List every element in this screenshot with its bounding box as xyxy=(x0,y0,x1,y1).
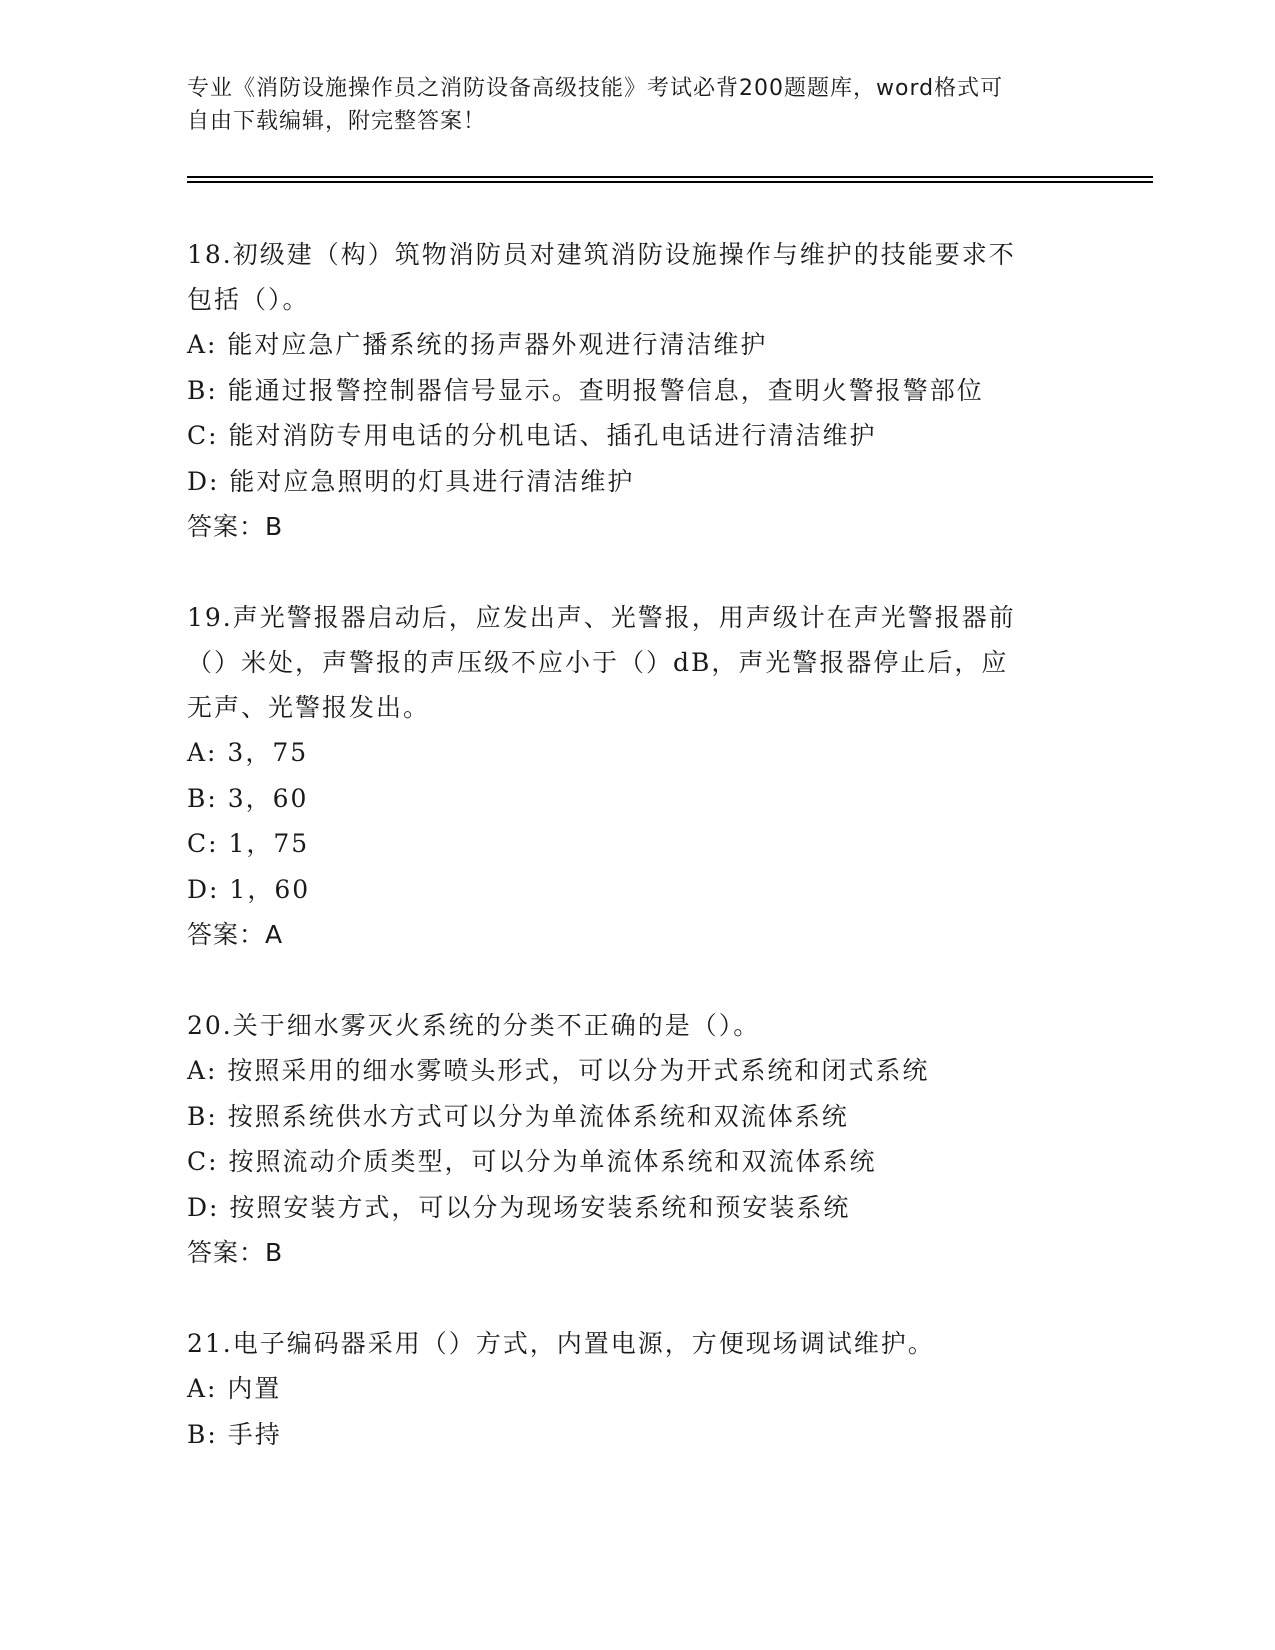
question-21 xyxy=(187,1321,1087,1457)
question-stem-line: 包括（）。 xyxy=(187,285,310,314)
answer-line: 答案：B xyxy=(187,512,284,541)
header-divider-top xyxy=(187,176,1153,178)
option-d: D: 能对应急照明的灯具进行清洁维护 xyxy=(187,466,635,496)
option-b: B: 能通过报警控制器信号显示。查明报警信息，查明火警报警部位 xyxy=(187,375,984,405)
option-c: C: 1，75 xyxy=(187,829,310,858)
answer-line: 答案：B xyxy=(187,1238,284,1267)
question-19 xyxy=(187,595,1087,957)
option-a: A: 内置 xyxy=(187,1374,282,1403)
option-a: A: 3，75 xyxy=(187,738,309,767)
question-stem-line: 20.关于细水雾灭火系统的分类不正确的是（）。 xyxy=(187,1011,761,1040)
header-title-line-1: 专业《消防设施操作员之消防设备高级技能》考试必背200题题库，word格式可 xyxy=(187,76,1004,101)
header-divider-bottom xyxy=(187,181,1153,183)
question-20 xyxy=(187,1003,1087,1275)
option-b: B: 按照系统供水方式可以分为单流体系统和双流体系统 xyxy=(187,1101,849,1131)
option-c: C: 能对消防专用电话的分机电话、插孔电话进行清洁维护 xyxy=(187,421,877,450)
question-stem-line: 19.声光警报器启动后，应发出声、光警报，用声级计在声光警报器前 xyxy=(187,603,1016,632)
option-d: D: 按照安装方式，可以分为现场安装系统和预安装系统 xyxy=(187,1192,851,1222)
question-stem-line: 18.初级建（构）筑物消防员对建筑消防设施操作与维护的技能要求不 xyxy=(187,240,1016,269)
header-title-line-2: 自由下载编辑，附完整答案！ xyxy=(187,109,487,134)
option-b: B: 手持 xyxy=(187,1419,282,1449)
option-a: A: 按照采用的细水雾喷头形式，可以分为开式系统和闭式系统 xyxy=(187,1056,930,1085)
option-d: D: 1，60 xyxy=(187,874,311,904)
question-stem-line: 21.电子编码器采用（）方式，内置电源，方便现场调试维护。 xyxy=(187,1329,935,1358)
option-b: B: 3，60 xyxy=(187,783,309,813)
option-a: A: 能对应急广播系统的扬声器外观进行清洁维护 xyxy=(187,330,768,359)
question-stem-line: （）米处，声警报的声压级不应小于（）dB，声光警报器停止后，应 xyxy=(187,648,1009,677)
document-header xyxy=(187,72,1087,138)
answer-line: 答案：A xyxy=(187,920,284,949)
question-18 xyxy=(187,232,1087,549)
option-c: C: 按照流动介质类型，可以分为单流体系统和双流体系统 xyxy=(187,1147,877,1176)
question-stem-line: 无声、光警报发出。 xyxy=(187,693,431,722)
